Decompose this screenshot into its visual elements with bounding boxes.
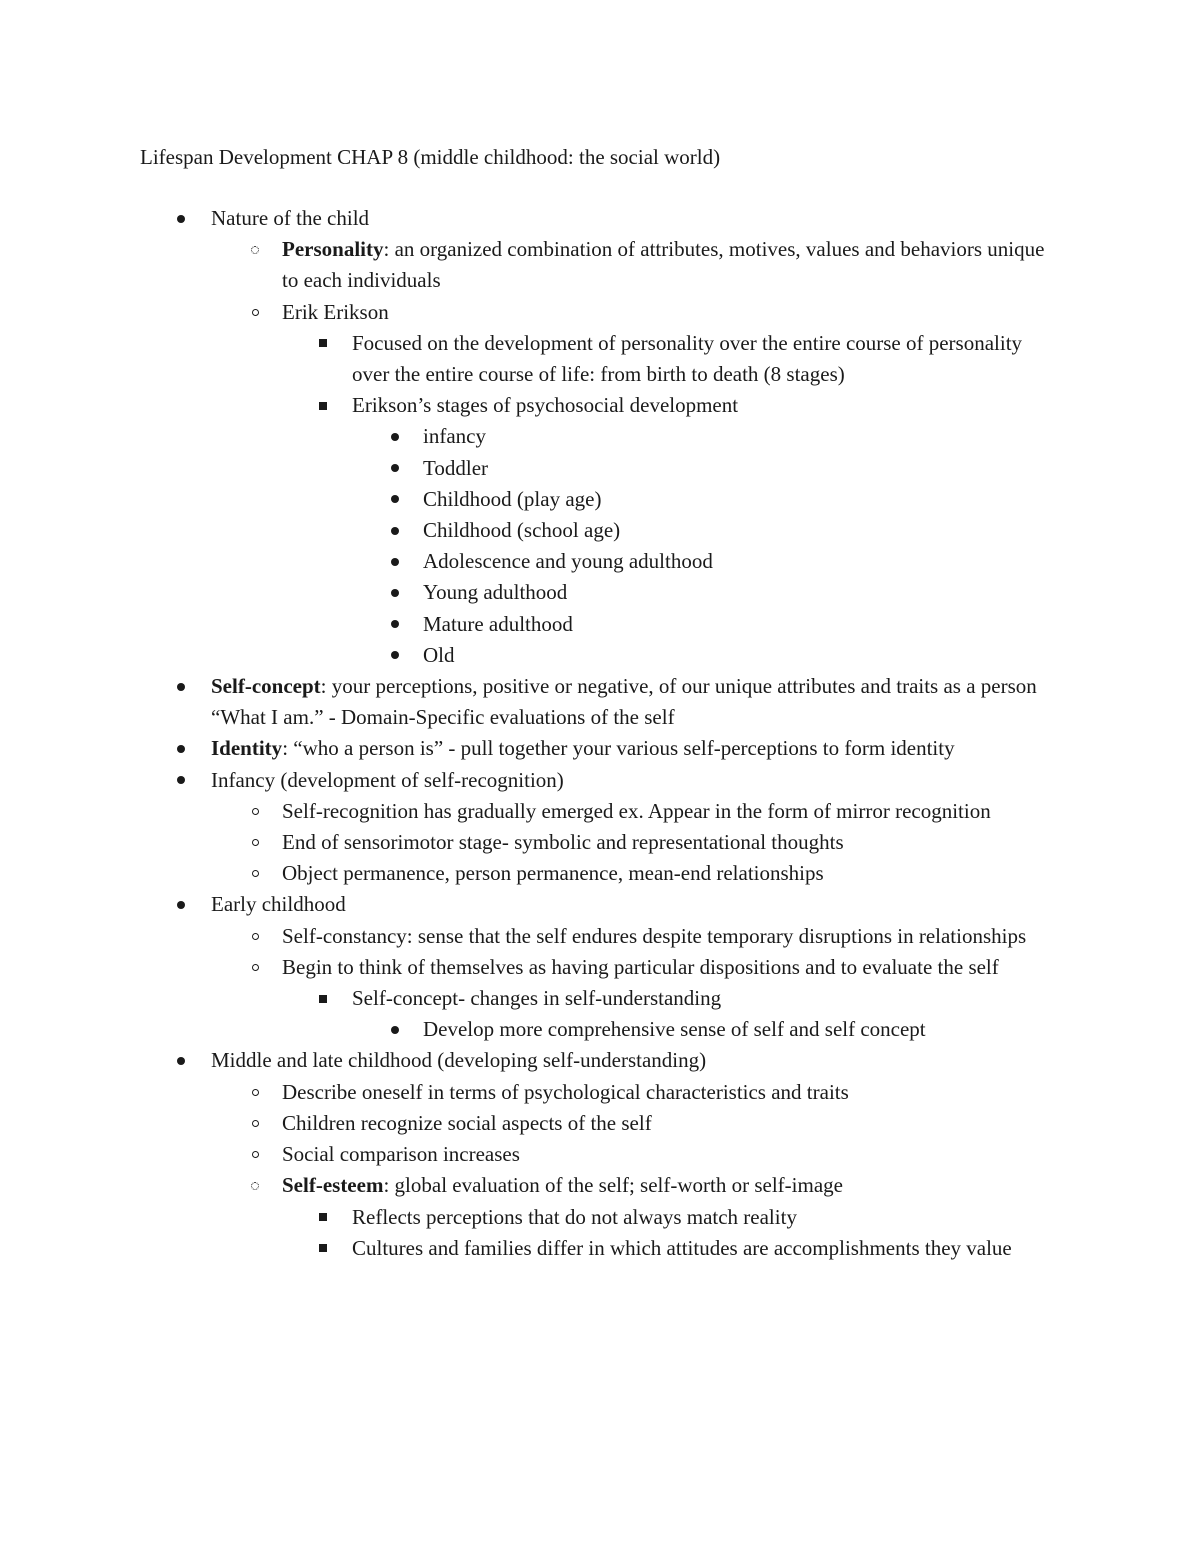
notes-outline <box>0 203 1200 1264</box>
list-item: Children recognize social aspects of the self <box>282 1108 1062 1139</box>
list-item: Middle and late childhood (developing self-understanding) <box>211 1045 1071 1076</box>
list-item-stage: Adolescence and young adulthood <box>423 546 1063 577</box>
circle-bullet-icon <box>248 1108 262 1139</box>
term-self-esteem: Self-esteem <box>282 1173 384 1198</box>
list-item: Focused on the development of personality over the entire course of personality over the entire course of life: from birth to death (8 stages) <box>352 328 1052 390</box>
list-item-stage: Young adulthood <box>423 577 1063 608</box>
disc-bullet-icon <box>388 515 402 546</box>
circle-bullet-icon <box>248 1077 262 1108</box>
definition-identity: : “who a person is” - pull together your various self-perceptions to form identity <box>282 736 955 761</box>
term-personality: Personality <box>282 237 384 262</box>
list-item <box>211 733 1071 764</box>
disc-bullet-icon <box>388 546 402 577</box>
list-item: Self-recognition has gradually emerged ex. Appear in the form of mirror recognition <box>282 796 1062 827</box>
term-identity: Identity <box>211 736 283 761</box>
square-bullet-icon <box>316 390 330 421</box>
list-item <box>282 234 1062 296</box>
list-item: Object permanence, person permanence, mean-end relationships <box>282 858 1062 889</box>
disc-bullet-icon <box>174 765 188 796</box>
definition-self-concept: : your perceptions, positive or negative, of our unique attributes and traits as a person “What I am.” - Domain-Specific evaluations of the self <box>211 674 1037 730</box>
term-self-concept: Self-concept <box>211 674 321 699</box>
disc-bullet-icon <box>388 577 402 608</box>
list-item-stage: Mature adulthood <box>423 609 1063 640</box>
list-item: Self-concept- changes in self-understanding <box>352 983 1052 1014</box>
list-item <box>211 671 1071 733</box>
disc-bullet-icon <box>174 203 188 234</box>
list-item-stage: Toddler <box>423 453 1063 484</box>
circle-bullet-icon <box>248 858 262 889</box>
list-item-stage: infancy <box>423 421 1063 452</box>
disc-bullet-icon <box>388 609 402 640</box>
list-item: Early childhood <box>211 889 1071 920</box>
square-bullet-icon <box>316 983 330 1014</box>
circle-bullet-icon <box>248 297 262 328</box>
disc-bullet-icon <box>388 421 402 452</box>
disc-bullet-icon <box>174 1045 188 1076</box>
disc-bullet-icon <box>388 484 402 515</box>
definition-personality: : an organized combination of attributes, motives, values and behaviors unique to each individuals <box>282 237 1045 293</box>
list-item: Begin to think of themselves as having particular dispositions and to evaluate the self <box>282 952 1062 983</box>
list-item: Erikson’s stages of psychosocial development <box>352 390 1052 421</box>
list-item: Reflects perceptions that do not always match reality <box>352 1202 1052 1233</box>
disc-bullet-icon <box>174 671 188 702</box>
list-item: Self-constancy: sense that the self endures despite temporary disruptions in relationships <box>282 921 1062 952</box>
disc-bullet-icon <box>388 640 402 671</box>
list-item: Social comparison increases <box>282 1139 1062 1170</box>
square-bullet-icon <box>316 328 330 359</box>
list-item-stage: Old <box>423 640 1063 671</box>
disc-bullet-icon <box>388 1014 402 1045</box>
list-item <box>282 1170 1062 1201</box>
list-item-stage: Childhood (school age) <box>423 515 1063 546</box>
disc-bullet-icon <box>174 733 188 764</box>
circle-bullet-icon <box>248 1139 262 1170</box>
dotted-circle-bullet-icon <box>248 234 262 265</box>
list-item: End of sensorimotor stage- symbolic and representational thoughts <box>282 827 1062 858</box>
list-item: Erik Erikson <box>282 297 1062 328</box>
list-item-stage: Childhood (play age) <box>423 484 1063 515</box>
square-bullet-icon <box>316 1233 330 1264</box>
list-item: Describe oneself in terms of psychological characteristics and traits <box>282 1077 1062 1108</box>
disc-bullet-icon <box>388 453 402 484</box>
document-title: Lifespan Development CHAP 8 (middle childhood: the social world) <box>140 145 721 169</box>
list-item: Nature of the child <box>211 203 1071 234</box>
circle-bullet-icon <box>248 952 262 983</box>
circle-bullet-icon <box>248 921 262 952</box>
square-bullet-icon <box>316 1202 330 1233</box>
list-item: Develop more comprehensive sense of self and self concept <box>423 1014 1063 1045</box>
definition-self-esteem: : global evaluation of the self; self-worth or self-image <box>383 1173 843 1198</box>
list-item: Infancy (development of self-recognition) <box>211 765 1071 796</box>
circle-bullet-icon <box>248 827 262 858</box>
dotted-circle-bullet-icon <box>248 1170 262 1201</box>
circle-bullet-icon <box>248 796 262 827</box>
disc-bullet-icon <box>174 889 188 920</box>
list-item: Cultures and families differ in which attitudes are accomplishments they value <box>352 1233 1052 1264</box>
